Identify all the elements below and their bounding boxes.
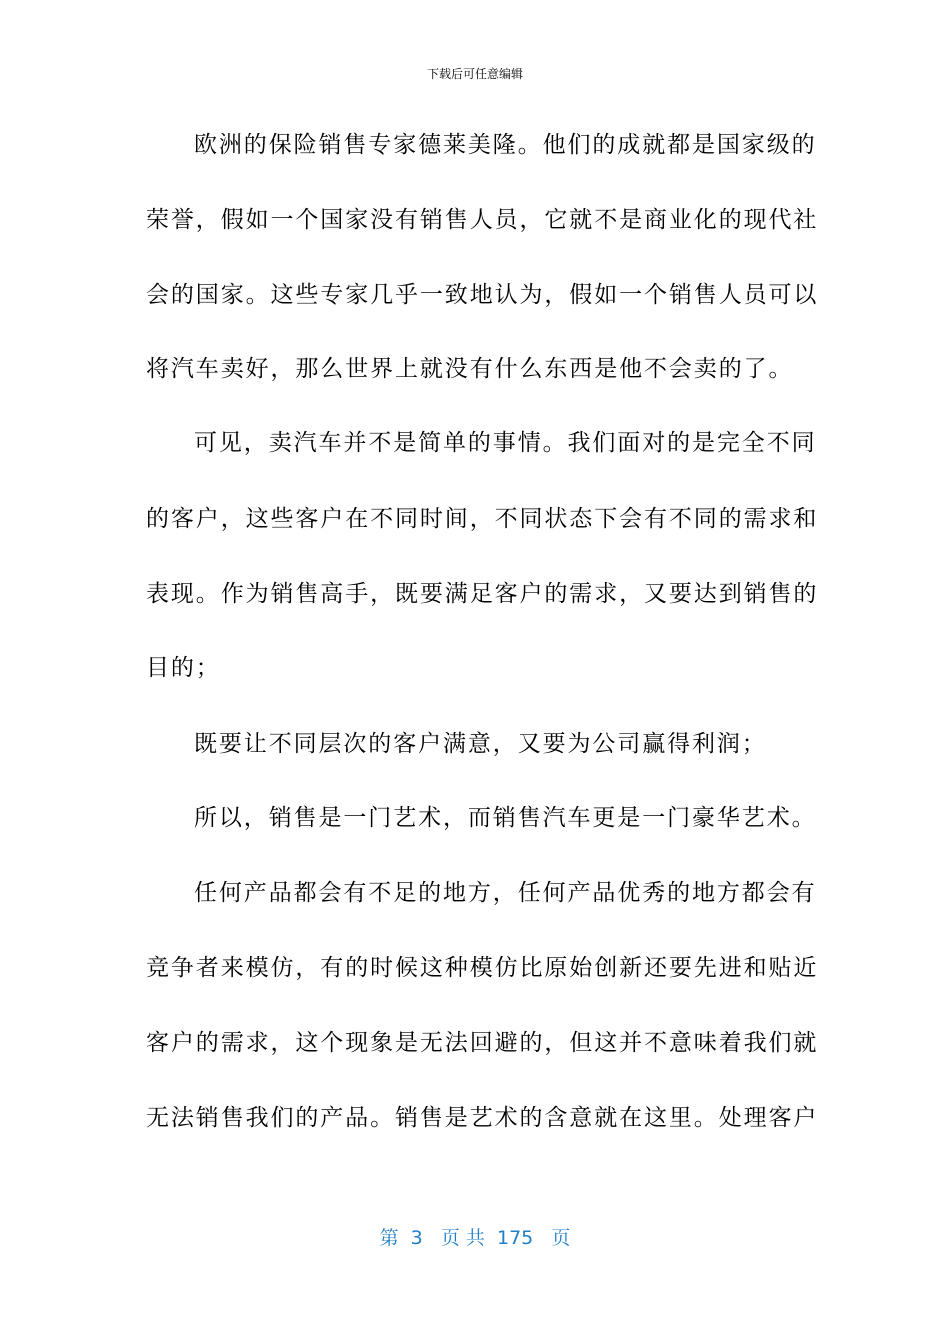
paragraph-2-line-2: 的客户，这些客户在不同时间，不同状态下会有不同的需求和 <box>146 506 819 532</box>
paragraph-1-line-4: 将汽车卖好，那么世界上就没有什么东西是他不会卖的了。 <box>146 356 794 382</box>
paragraph-5-line-2: 竞争者来模仿，有的时候这种模仿比原始创新还要先进和贴近 <box>146 955 819 981</box>
paragraph-5-line-1: 任何产品都会有不足的地方，任何产品优秀的地方都会有 <box>194 880 817 906</box>
paragraph-4-line-1: 所以，销售是一门艺术，而销售汽车更是一门豪华艺术。 <box>194 805 817 831</box>
paragraph-2-line-4: 目的； <box>146 655 221 681</box>
paragraph-1-line-3: 会的国家。这些专家几乎一致地认为，假如一个销售人员可以 <box>146 282 819 308</box>
paragraph-2-line-1: 可见，卖汽车并不是简单的事情。我们面对的是完全不同 <box>194 430 817 456</box>
paragraph-1-line-1: 欧洲的保险销售专家德莱美隆。他们的成就都是国家级的 <box>194 132 817 158</box>
paragraph-5-line-4: 无法销售我们的产品。销售是艺术的含意就在这里。处理客户 <box>146 1105 819 1131</box>
paragraph-2-line-3: 表现。作为销售高手，既要满足客户的需求，又要达到销售的 <box>146 581 819 607</box>
paragraph-3-line-1: 既要让不同层次的客户满意，又要为公司赢得利润； <box>194 731 767 757</box>
page-number-footer: 第 3 页 共 175 页 <box>379 1227 571 1249</box>
page-header: 下载后可任意编辑 <box>426 67 523 81</box>
paragraph-1-line-2: 荣誉，假如一个国家没有销售人员，它就不是商业化的现代社 <box>146 207 819 233</box>
paragraph-5-line-3: 客户的需求，这个现象是无法回避的，但这并不意味着我们就 <box>146 1030 819 1056</box>
